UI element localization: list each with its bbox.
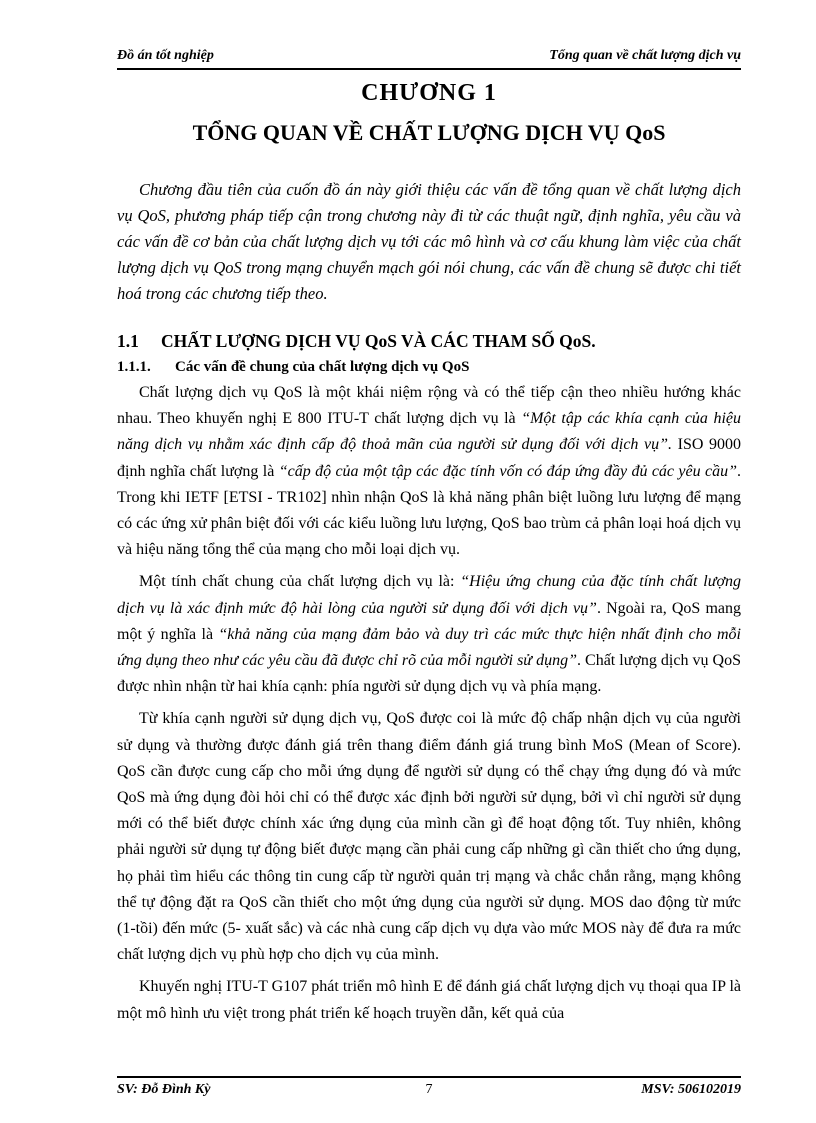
paragraph: Khuyến nghị ITU-T G107 phát triển mô hình E để đánh giá chất lượng dịch vụ thoại qua IP là một mô hình ưu việt trong phát triển kế hoạch truyền dẫn, kết quả của xyxy=(117,978,741,1022)
body-text xyxy=(117,380,741,1033)
section-heading xyxy=(117,331,596,352)
header-left-text: Đồ án tốt nghiệp xyxy=(117,48,214,63)
paragraph: Từ khía cạnh người sử dụng dịch vụ, QoS được coi là mức độ chấp nhận dịch vụ của người sử dụng và thường được đánh giá trên thang điểm đánh giá trung bình MoS (Mean of Score). QoS cần được cung cấp cho mỗi ứng dụng để người sử dụng có thể chạy ứng dụng đó và mức QoS mà ứng dụng đòi hỏi chỉ có thể được xác định bởi người sử dụng, bởi vì chỉ người sử dụng mới có thể biết được chính xác ứng dụng của mình cần gì để hoạt động tốt. Tuy nhiên, không phải người sử dụng tự động biết được mạng cần phải cung cấp những gì cần thiết cho ứng dụng, họ phải tìm hiểu các thông tin cung cấp từ người quản trị mạng và chắc chắn rằng, mạng không thể tự động đặt ra QoS cần thiết cho một ứng dụng của người sử dụng. MOS dao động từ mức (1-tồi) đến mức (5- xuất sắc) và các nhà cung cấp dịch vụ dựa vào mức MOS này để đưa ra mức chất lượng dịch vụ phù hợp cho dịch vụ của mình. xyxy=(117,710,741,964)
footer-student-id: MSV: 506102019 xyxy=(641,1082,741,1097)
chapter-intro: Chương đầu tiên của cuốn đồ án này giới thiệu các vấn đề tổng quan về chất lượng dịch vụ QoS, phương pháp tiếp cận trong chương này đi từ các thuật ngữ, định nghĩa, yêu cầu và các vấn đề cơ bản của chất lượng dịch vụ tới các mô hình và cơ cấu khung làm việc của chất lượng dịch vụ QoS trong mạng chuyển mạch gói nói chung, các vấn đề chung sẽ được chi tiết hoá trong các chương tiếp theo. xyxy=(117,180,741,303)
header-right-text: Tổng quan về chất lượng dịch vụ xyxy=(549,48,741,63)
subsection-number: 1.1.1. xyxy=(117,359,151,375)
paragraph: Một tính chất chung của chất lượng dịch vụ là: “Hiệu ứng chung của đặc tính chất lượng dịch vụ là xác định mức độ hài lòng của người sử dụng đối với dịch vụ”. Ngoài ra, QoS mang một ý nghĩa là “khả năng của mạng đảm bảo và duy trì các mức thực hiện nhất định cho mỗi ứng dụng theo như các yêu cầu đã được chỉ rõ của mỗi người sử dụng”. Chất lượng dịch vụ QoS được nhìn nhận từ hai khía cạnh: phía người sử dụng dịch vụ và phía mạng. xyxy=(117,573,742,696)
paragraph: Chất lượng dịch vụ QoS là một khái niệm rộng và có thể tiếp cận theo nhiều hướng khác nhau. Theo khuyến nghị E 800 ITU-T chất lượng dịch vụ là “Một tập các khía cạnh của hiệu năng dịch vụ nhằm xác định cấp độ thoả mãn của người sử dụng đối với dịch vụ”. ISO 9000 định nghĩa chất lượng là “cấp độ của một tập các đặc tính vốn có đáp ứng đầy đủ các yêu cầu”. Trong khi IETF [ETSI - TR102] nhìn nhận QoS là khả năng phân biệt luồng lưu lượng để mạng có các ứng xử phân biệt đối với các kiểu luồng lưu lượng, QoS bao trùm cả phân loại hoá dịch vụ và hiệu năng tổng thể của mạng cho mỗi loại dịch vụ. xyxy=(117,384,742,559)
chapter-subtitle: TỔNG QUAN VỀ CHẤT LƯỢNG DỊCH VỤ QoS xyxy=(192,120,666,145)
subsection-title: Các vấn đề chung của chất lượng dịch vụ QoS xyxy=(175,359,470,375)
section-number: 1.1 xyxy=(117,331,139,351)
page-header xyxy=(117,46,741,70)
section-title: CHẤT LƯỢNG DỊCH VỤ QoS VÀ CÁC THAM SỐ QoS. xyxy=(161,331,596,351)
page-number: 7 xyxy=(425,1082,433,1097)
page-footer xyxy=(117,1076,741,1102)
chapter-title: CHƯƠNG 1 xyxy=(361,80,497,106)
subsection-heading xyxy=(117,359,469,376)
footer-student: SV: Đỗ Đình Kỳ xyxy=(117,1082,211,1097)
